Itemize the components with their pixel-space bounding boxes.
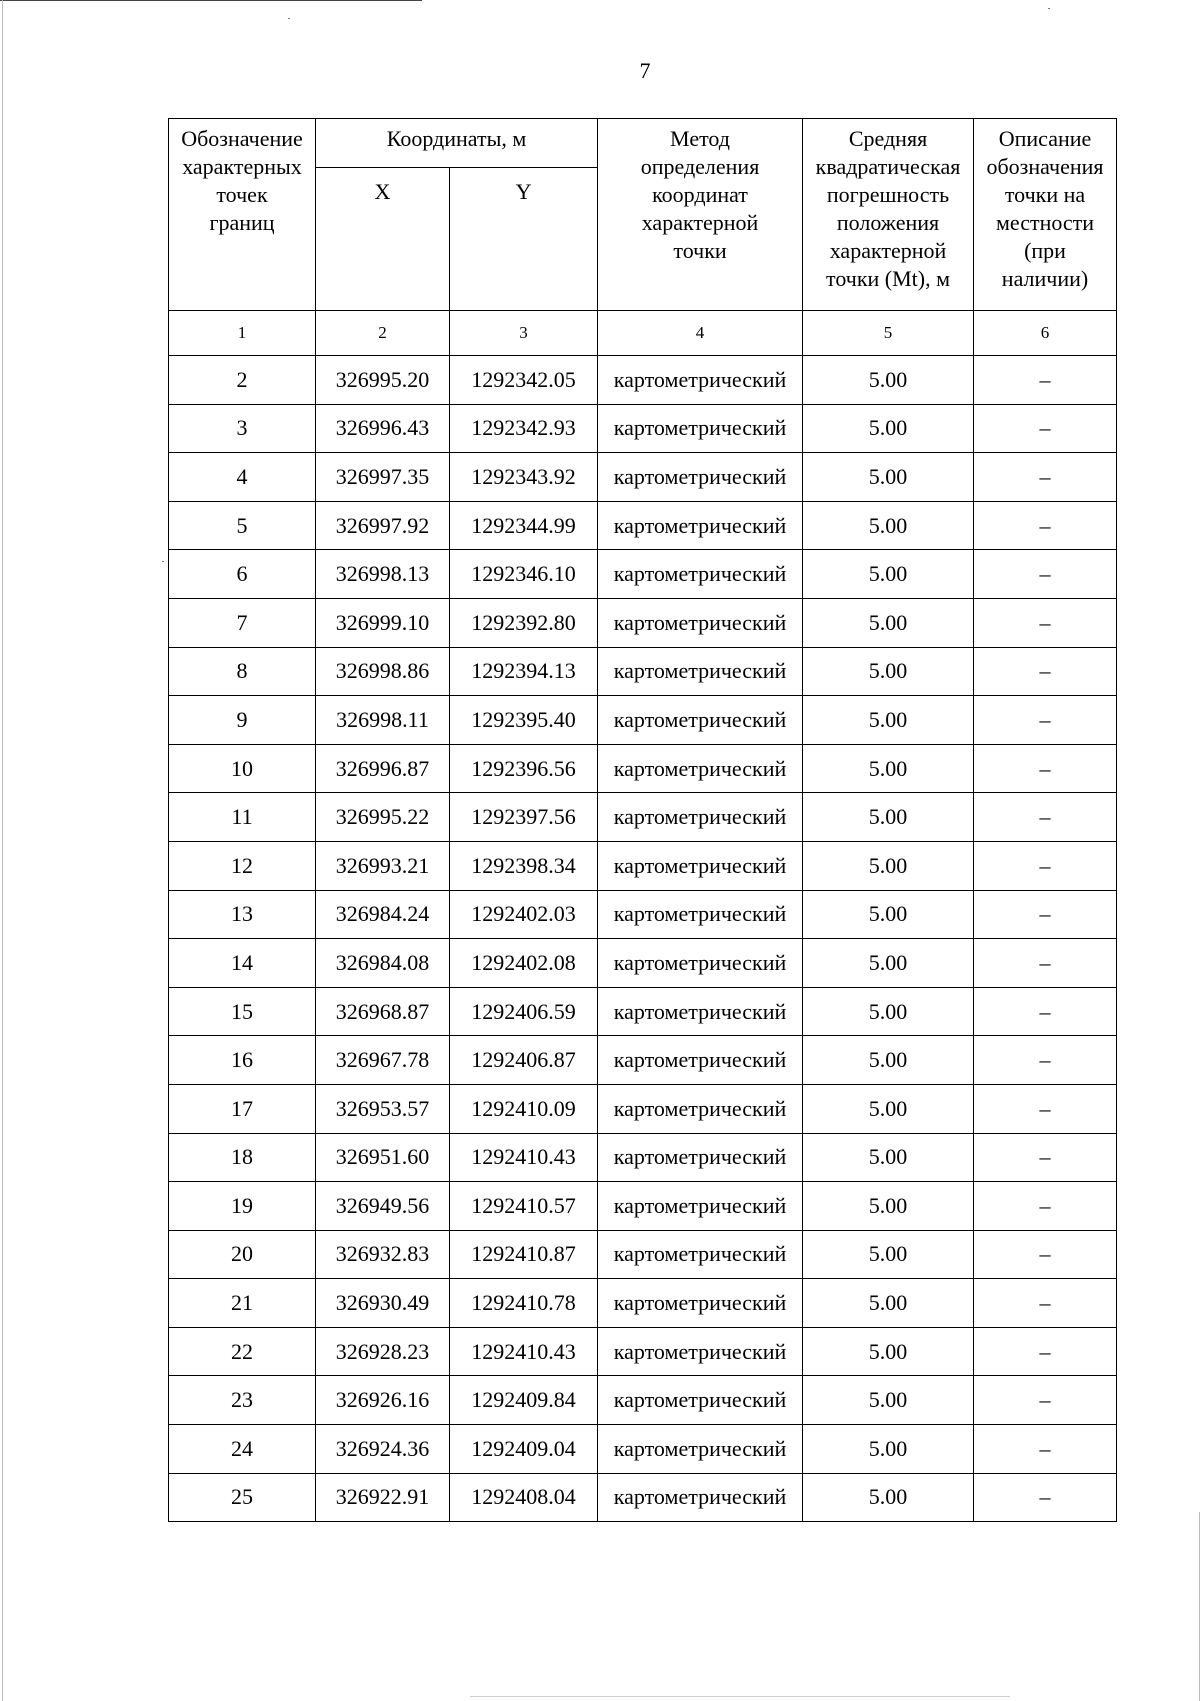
- cell-accuracy: 5.00: [803, 1230, 974, 1279]
- cell-x: 326997.35: [316, 453, 450, 502]
- cell-x: 326995.22: [316, 793, 450, 842]
- cell-y: 1292410.09: [450, 1084, 598, 1133]
- cell-description: –: [974, 1133, 1117, 1182]
- cell-y: 1292410.43: [450, 1327, 598, 1376]
- cell-description: –: [974, 647, 1117, 696]
- cell-point-number: 10: [169, 744, 316, 793]
- cell-x: 326967.78: [316, 1036, 450, 1085]
- cell-description: –: [974, 1036, 1117, 1085]
- cell-description: –: [974, 841, 1117, 890]
- cell-method: картометрический: [598, 356, 803, 405]
- cell-method: картометрический: [598, 598, 803, 647]
- cell-x: 326984.08: [316, 939, 450, 988]
- cell-y: 1292410.43: [450, 1133, 598, 1182]
- scan-artifact-left-edge: [2, 0, 3, 1701]
- page-number: 7: [639, 58, 651, 83]
- cell-accuracy: 5.00: [803, 647, 974, 696]
- cell-accuracy: 5.00: [803, 744, 974, 793]
- cell-description: –: [974, 404, 1117, 453]
- cell-accuracy: 5.00: [803, 453, 974, 502]
- cell-y: 1292342.93: [450, 404, 598, 453]
- cell-y: 1292402.03: [450, 890, 598, 939]
- cell-point-number: 2: [169, 356, 316, 405]
- cell-y: 1292392.80: [450, 598, 598, 647]
- cell-accuracy: 5.00: [803, 1473, 974, 1522]
- cell-accuracy: 5.00: [803, 1036, 974, 1085]
- cell-y: 1292396.56: [450, 744, 598, 793]
- cell-x: 326932.83: [316, 1230, 450, 1279]
- header-y: Y: [450, 168, 598, 311]
- cell-point-number: 12: [169, 841, 316, 890]
- cell-accuracy: 5.00: [803, 356, 974, 405]
- cell-x: 326995.20: [316, 356, 450, 405]
- cell-y: 1292343.92: [450, 453, 598, 502]
- cell-description: –: [974, 1327, 1117, 1376]
- cell-accuracy: 5.00: [803, 404, 974, 453]
- cell-method: картометрический: [598, 1036, 803, 1085]
- table-row: [169, 1425, 1117, 1474]
- table-row: [169, 939, 1117, 988]
- cell-x: 326984.24: [316, 890, 450, 939]
- cell-point-number: 24: [169, 1425, 316, 1474]
- cell-point-number: 6: [169, 550, 316, 599]
- cell-accuracy: 5.00: [803, 1279, 974, 1328]
- cell-point-number: 21: [169, 1279, 316, 1328]
- header-accuracy: Средняя квадратическая погрешность положения характерной точки (Mt), м: [803, 119, 974, 311]
- cell-x: 326924.36: [316, 1425, 450, 1474]
- cell-accuracy: 5.00: [803, 501, 974, 550]
- cell-method: картометрический: [598, 1279, 803, 1328]
- cell-description: –: [974, 598, 1117, 647]
- cell-method: картометрический: [598, 550, 803, 599]
- cell-x: 326998.11: [316, 696, 450, 745]
- cell-method: картометрический: [598, 1230, 803, 1279]
- cell-y: 1292394.13: [450, 647, 598, 696]
- cell-description: –: [974, 939, 1117, 988]
- scan-artifact-bottom-line: [470, 1696, 1010, 1697]
- cell-description: –: [974, 1084, 1117, 1133]
- cell-method: картометрический: [598, 1133, 803, 1182]
- cell-x: 326997.92: [316, 501, 450, 550]
- cell-y: 1292410.87: [450, 1230, 598, 1279]
- cell-point-number: 22: [169, 1327, 316, 1376]
- cell-accuracy: 5.00: [803, 841, 974, 890]
- table-row: [169, 1327, 1117, 1376]
- header-method: Метод определения координат характерной точки: [598, 119, 803, 311]
- cell-description: –: [974, 1376, 1117, 1425]
- cell-y: 1292346.10: [450, 550, 598, 599]
- table-row: [169, 1279, 1117, 1328]
- table-row: [169, 890, 1117, 939]
- cell-point-number: 25: [169, 1473, 316, 1522]
- cell-description: –: [974, 1425, 1117, 1474]
- cell-method: картометрический: [598, 793, 803, 842]
- cell-accuracy: 5.00: [803, 987, 974, 1036]
- table-row: [169, 647, 1117, 696]
- cell-point-number: 19: [169, 1182, 316, 1231]
- cell-x: 326949.56: [316, 1182, 450, 1231]
- cell-y: 1292409.04: [450, 1425, 598, 1474]
- cell-accuracy: 5.00: [803, 939, 974, 988]
- cell-description: –: [974, 1279, 1117, 1328]
- cell-x: 326996.43: [316, 404, 450, 453]
- cell-description: –: [974, 1182, 1117, 1231]
- cell-point-number: 14: [169, 939, 316, 988]
- cell-accuracy: 5.00: [803, 696, 974, 745]
- cell-y: 1292344.99: [450, 501, 598, 550]
- cell-description: –: [974, 453, 1117, 502]
- coordinates-table: [168, 118, 1117, 1522]
- table-row: [169, 1473, 1117, 1522]
- cell-y: 1292409.84: [450, 1376, 598, 1425]
- cell-description: –: [974, 356, 1117, 405]
- cell-x: 326922.91: [316, 1473, 450, 1522]
- table-body: [169, 356, 1117, 1522]
- cell-y: 1292408.04: [450, 1473, 598, 1522]
- cell-accuracy: 5.00: [803, 1425, 974, 1474]
- cell-y: 1292410.57: [450, 1182, 598, 1231]
- cell-y: 1292342.05: [450, 356, 598, 405]
- cell-point-number: 23: [169, 1376, 316, 1425]
- cell-description: –: [974, 744, 1117, 793]
- cell-point-number: 3: [169, 404, 316, 453]
- scan-artifact-dot: [1048, 8, 1050, 9]
- cell-x: 326998.86: [316, 647, 450, 696]
- table-row: [169, 744, 1117, 793]
- table-row: [169, 598, 1117, 647]
- table-row: [169, 1182, 1117, 1231]
- cell-y: 1292398.34: [450, 841, 598, 890]
- cell-method: картометрический: [598, 744, 803, 793]
- column-number: 2: [316, 311, 450, 356]
- cell-method: картометрический: [598, 890, 803, 939]
- cell-point-number: 4: [169, 453, 316, 502]
- cell-accuracy: 5.00: [803, 550, 974, 599]
- cell-x: 326926.16: [316, 1376, 450, 1425]
- cell-point-number: 18: [169, 1133, 316, 1182]
- table-row: [169, 793, 1117, 842]
- table-row: [169, 841, 1117, 890]
- cell-x: 326993.21: [316, 841, 450, 890]
- cell-description: –: [974, 696, 1117, 745]
- cell-x: 326930.49: [316, 1279, 450, 1328]
- cell-point-number: 13: [169, 890, 316, 939]
- cell-method: картометрический: [598, 501, 803, 550]
- column-number: 1: [169, 311, 316, 356]
- cell-x: 326928.23: [316, 1327, 450, 1376]
- cell-x: 326996.87: [316, 744, 450, 793]
- column-number: 6: [974, 311, 1117, 356]
- scan-artifact-dot: [288, 18, 290, 19]
- column-number: 5: [803, 311, 974, 356]
- table-row: [169, 356, 1117, 405]
- cell-accuracy: 5.00: [803, 1182, 974, 1231]
- table-row: [169, 1230, 1117, 1279]
- table-row: [169, 404, 1117, 453]
- cell-method: картометрический: [598, 1084, 803, 1133]
- cell-method: картометрический: [598, 1425, 803, 1474]
- cell-point-number: 11: [169, 793, 316, 842]
- cell-x: 326951.60: [316, 1133, 450, 1182]
- column-number: 4: [598, 311, 803, 356]
- cell-x: 326999.10: [316, 598, 450, 647]
- cell-y: 1292395.40: [450, 696, 598, 745]
- table-row: [169, 696, 1117, 745]
- cell-method: картометрический: [598, 1327, 803, 1376]
- cell-description: –: [974, 793, 1117, 842]
- cell-description: –: [974, 550, 1117, 599]
- cell-description: –: [974, 987, 1117, 1036]
- cell-point-number: 20: [169, 1230, 316, 1279]
- cell-method: картометрический: [598, 453, 803, 502]
- table-row: [169, 501, 1117, 550]
- cell-y: 1292406.59: [450, 987, 598, 1036]
- cell-accuracy: 5.00: [803, 890, 974, 939]
- table-row: [169, 453, 1117, 502]
- column-number: 3: [450, 311, 598, 356]
- cell-accuracy: 5.00: [803, 1084, 974, 1133]
- cell-accuracy: 5.00: [803, 1133, 974, 1182]
- cell-point-number: 16: [169, 1036, 316, 1085]
- table-row: [169, 1376, 1117, 1425]
- cell-accuracy: 5.00: [803, 1376, 974, 1425]
- table-row: [169, 987, 1117, 1036]
- cell-description: –: [974, 890, 1117, 939]
- cell-point-number: 17: [169, 1084, 316, 1133]
- cell-point-number: 9: [169, 696, 316, 745]
- cell-method: картометрический: [598, 696, 803, 745]
- cell-method: картометрический: [598, 939, 803, 988]
- cell-description: –: [974, 1473, 1117, 1522]
- header-point-designation: Обозначение характерных точек границ: [169, 119, 316, 311]
- table-row: [169, 550, 1117, 599]
- cell-point-number: 5: [169, 501, 316, 550]
- table-row: [169, 1133, 1117, 1182]
- cell-accuracy: 5.00: [803, 598, 974, 647]
- cell-accuracy: 5.00: [803, 793, 974, 842]
- cell-method: картометрический: [598, 1473, 803, 1522]
- cell-x: 326953.57: [316, 1084, 450, 1133]
- cell-description: –: [974, 1230, 1117, 1279]
- table-row: [169, 1036, 1117, 1085]
- cell-method: картометрический: [598, 987, 803, 1036]
- cell-method: картометрический: [598, 647, 803, 696]
- cell-point-number: 8: [169, 647, 316, 696]
- cell-method: картометрический: [598, 841, 803, 890]
- cell-x: 326968.87: [316, 987, 450, 1036]
- header-x: X: [316, 168, 450, 311]
- cell-y: 1292397.56: [450, 793, 598, 842]
- cell-method: картометрический: [598, 1182, 803, 1231]
- header-coordinates: Координаты, м: [316, 119, 598, 168]
- cell-description: –: [974, 501, 1117, 550]
- cell-point-number: 7: [169, 598, 316, 647]
- cell-y: 1292406.87: [450, 1036, 598, 1085]
- cell-x: 326998.13: [316, 550, 450, 599]
- cell-y: 1292410.78: [450, 1279, 598, 1328]
- table-row: [169, 1084, 1117, 1133]
- scan-artifact-top-line: [0, 0, 422, 1]
- cell-method: картометрический: [598, 404, 803, 453]
- scan-artifact-dot: [162, 561, 164, 562]
- cell-accuracy: 5.00: [803, 1327, 974, 1376]
- cell-y: 1292402.08: [450, 939, 598, 988]
- cell-method: картометрический: [598, 1376, 803, 1425]
- header-description: Описание обозначения точки на местности (при наличии): [974, 119, 1117, 311]
- cell-point-number: 15: [169, 987, 316, 1036]
- column-number-row: [169, 311, 1117, 356]
